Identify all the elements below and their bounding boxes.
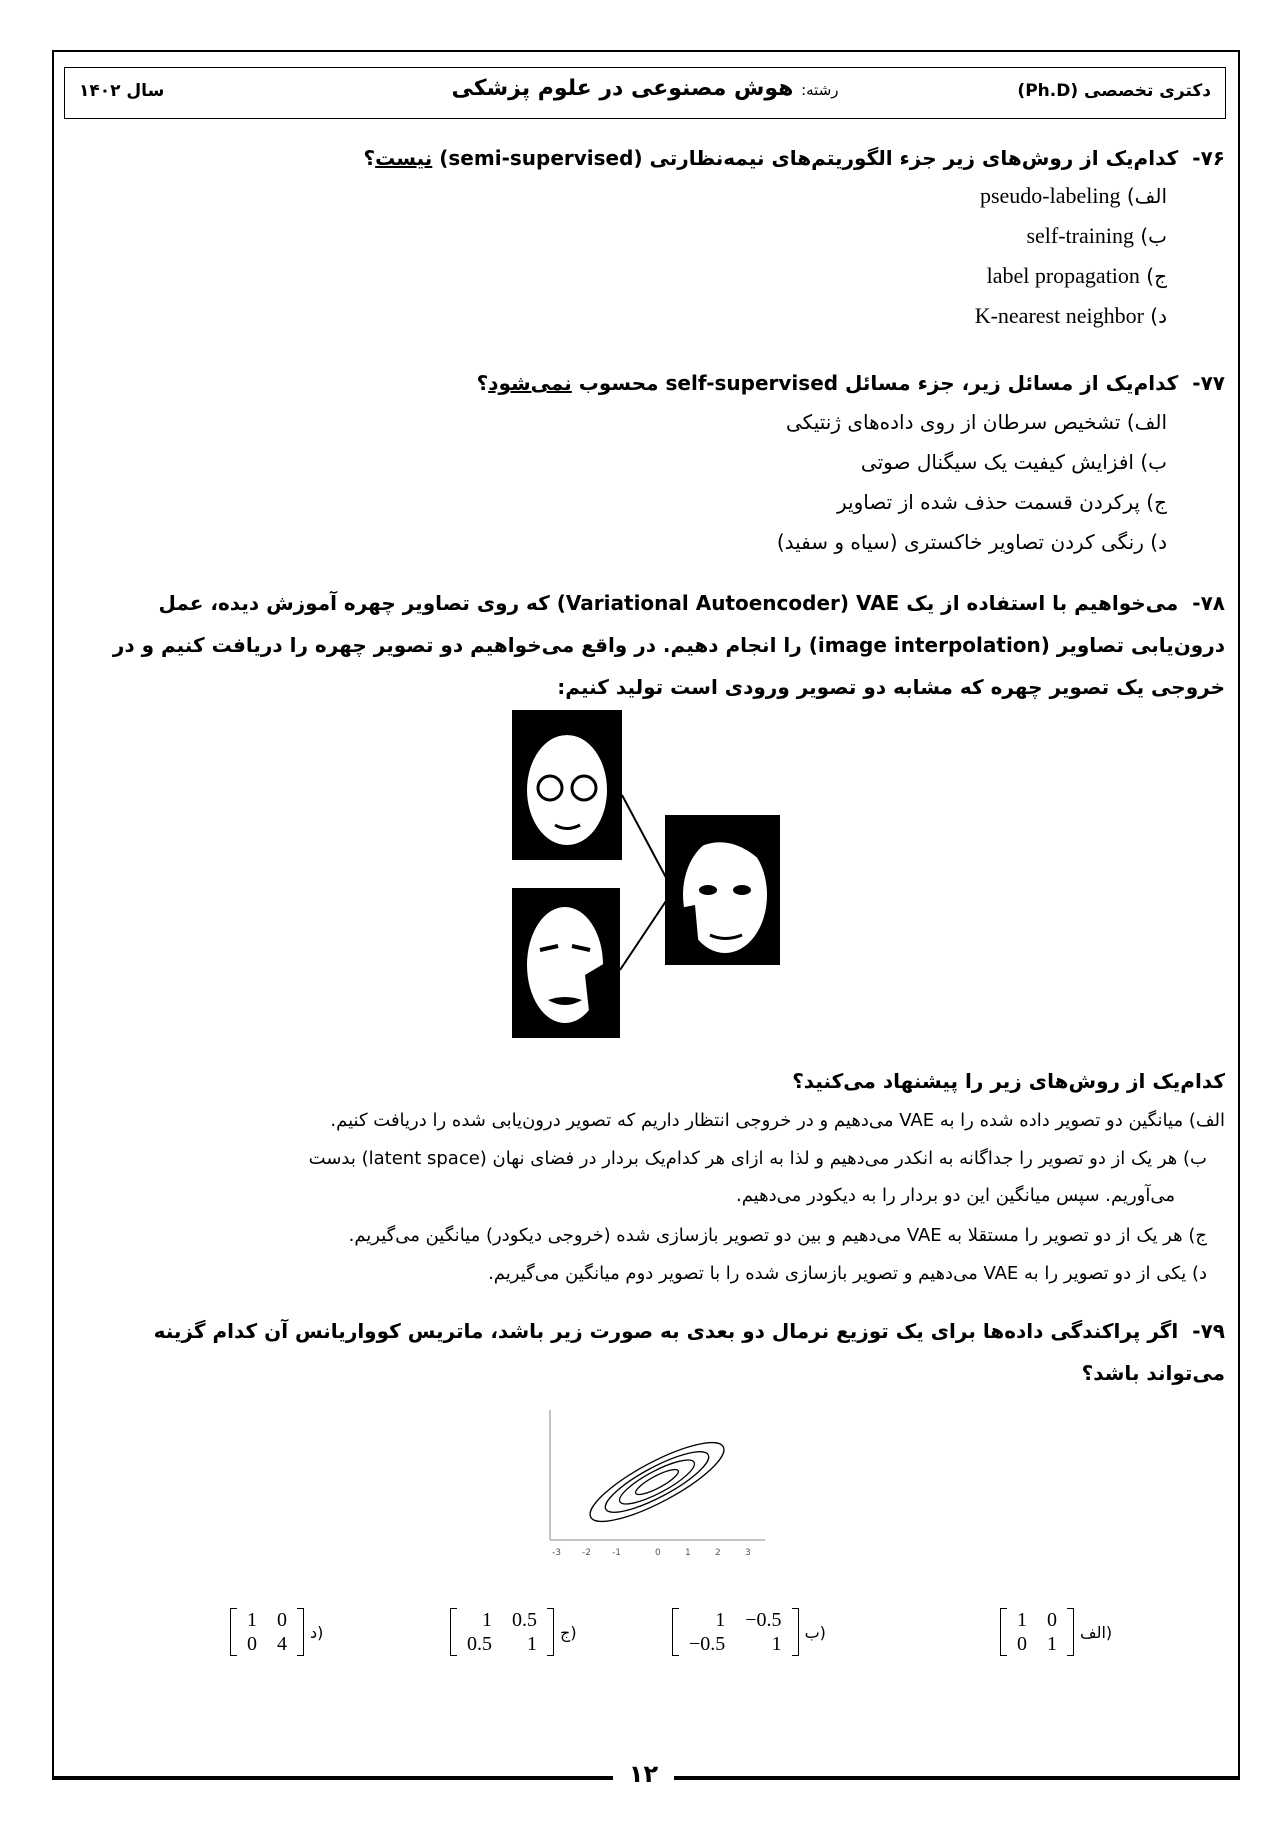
q78-option-c: ج) هر یک از دو تصویر را مستقلا به VAE می‌دهیم و بین دو تصویر بازسازی شده (خروجی دیکودر) میانگین می‌گیریم.	[348, 1225, 1207, 1246]
arrow-line	[620, 895, 670, 970]
question-line-2: می‌تواند باشد؟	[1081, 1361, 1225, 1385]
question-number: ۷۶-	[1192, 146, 1225, 170]
q79-option-c: 1 0.5 0.5 1 ج)	[450, 1608, 577, 1656]
q77-option-d: د) رنگی کردن تصاویر خاکستری (سیاه و سفید)	[776, 530, 1167, 554]
contour-plot	[510, 1400, 770, 1570]
question-number: ۷۹-	[1192, 1319, 1225, 1343]
field-label: رشته:	[801, 81, 839, 99]
q79-option-a: 1 0 0 1 الف)	[1000, 1608, 1112, 1656]
question-line-1: اگر پراکندگی داده‌ها برای یک توزیع نرمال دو بعدی به صورت زیر باشد، ماتریس کوواریانس آن کدام گزینه	[153, 1319, 1179, 1343]
svg-text:-3: -3	[552, 1548, 561, 1558]
question-76	[70, 137, 1225, 179]
q78-option-d: د) یکی از دو تصویر را به VAE می‌دهیم و تصویر بازسازی شده را با تصویر دوم میانگین می‌گیریم.	[488, 1263, 1207, 1284]
question-78	[70, 582, 1225, 708]
q77-option-b: ب) افزایش کیفیت یک سیگنال صوتی	[860, 450, 1167, 474]
x-tick-labels	[552, 1548, 751, 1558]
question-number: ۷۸-	[1192, 591, 1225, 615]
q76-option-a: الف) pseudo-labeling	[979, 183, 1167, 208]
year-label: سال ۱۴۰۲	[79, 81, 165, 101]
q77-option-c: ج) پرکردن قسمت حذف شده از تصاویر	[836, 490, 1167, 514]
q76-option-d: د) K-nearest neighbor	[974, 303, 1167, 328]
svg-text:-2: -2	[582, 1548, 591, 1558]
svg-text:3: 3	[745, 1548, 751, 1558]
question-77	[70, 362, 1225, 404]
q78-option-a: الف) میانگین دو تصویر داده شده را به VAE می‌دهیم و در خروجی انتظار داریم که تصویر درون‌یابی شده را دریافت کنیم.	[330, 1110, 1225, 1131]
question-line-1: می‌خواهیم با استفاده از یک Variational Autoencoder) VAE) که روی تصاویر چهره آموزش دیده، عمل	[158, 591, 1179, 615]
question-78-prompt: کدام‌یک از روش‌های زیر را پیشنهاد می‌کنید؟	[792, 1069, 1225, 1093]
q79-option-d: 1 0 0 4 د)	[230, 1608, 323, 1656]
question-line-3: خروجی یک تصویر چهره که مشابه دو تصویر ورودی است تولید کنیم:	[557, 675, 1225, 699]
question-text: کدام‌یک از مسائل زیر، جزء مسائل self-supervised محسوب نمی‌شود؟	[476, 371, 1179, 395]
question-79	[70, 1310, 1225, 1394]
page-number: ۱۲	[0, 1760, 1287, 1788]
q76-option-b: ب) self-training	[1026, 223, 1167, 248]
face-interpolation-figure	[510, 710, 790, 1040]
q76-option-c: ج) label propagation	[986, 263, 1167, 288]
question-number: ۷۷-	[1192, 371, 1225, 395]
field-title	[65, 76, 1225, 101]
q77-option-a: الف) تشخیص سرطان از روی داده‌های ژنتیکی	[786, 410, 1167, 434]
svg-text:2: 2	[715, 1548, 721, 1558]
svg-text:0: 0	[655, 1548, 661, 1558]
svg-text:1: 1	[685, 1548, 691, 1558]
degree-label: دکتری تخصصی (Ph.D)	[1017, 81, 1211, 101]
exam-header	[64, 67, 1226, 119]
question-line-2: درون‌یابی تصاویر (image interpolation) را انجام دهیم. در واقع می‌خواهیم دو تصویر چهره را دریافت کنیم و در	[112, 633, 1225, 657]
q78-option-b: ب) هر یک از دو تصویر را جداگانه به انکدر می‌دهیم و لذا به ازای هر کدام‌یک بردار در فضای نهان (latent space) بدست	[308, 1148, 1207, 1169]
q79-option-b: 1 −0.5 −0.5 1 ب)	[672, 1608, 826, 1656]
field-name: هوش مصنوعی در علوم پزشکی	[451, 76, 794, 101]
q78-option-b-cont: می‌آوریم. سپس میانگین این دو بردار را به دیکودر می‌دهیم.	[735, 1185, 1175, 1206]
contour-ellipses	[581, 1429, 732, 1535]
svg-text:-1: -1	[612, 1548, 621, 1558]
question-text: کدام‌یک از روش‌های زیر جزء الگوریتم‌های نیمه‌نظارتی (semi-supervised) نیست؟	[363, 146, 1179, 170]
arrow-line	[622, 795, 670, 885]
